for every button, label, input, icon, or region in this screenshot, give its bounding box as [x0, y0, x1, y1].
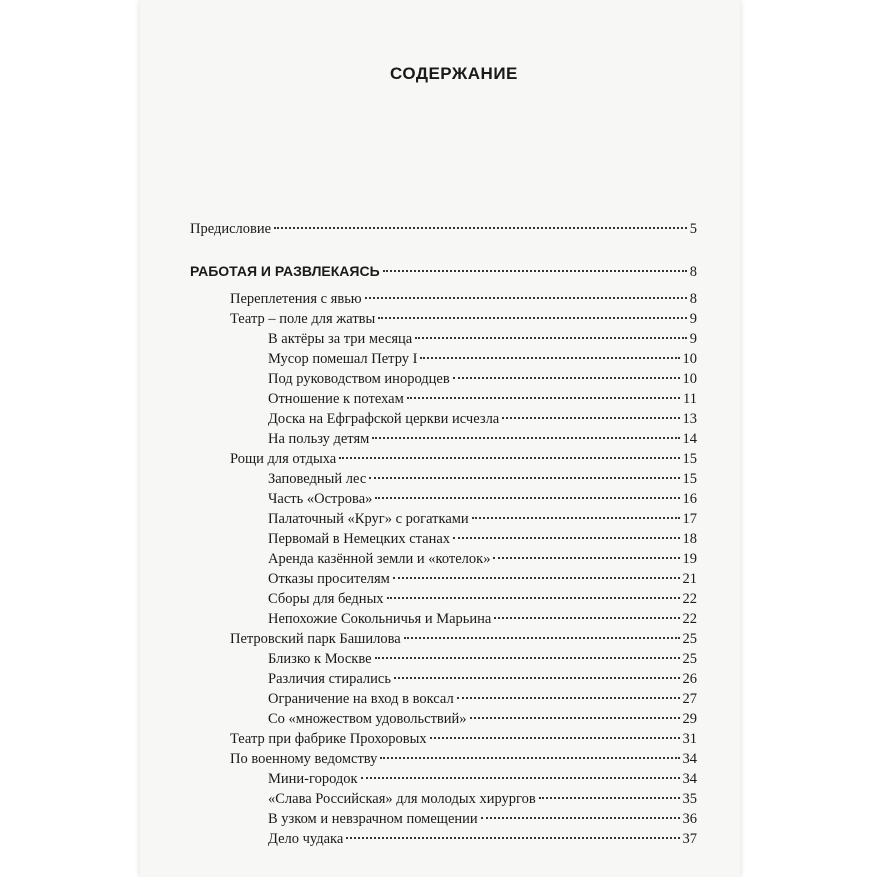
toc-entry-page: 13: [682, 411, 697, 427]
dot-leader: [394, 677, 680, 679]
toc-entry: [268, 610, 697, 628]
toc-entry: [268, 830, 697, 848]
dot-leader: [339, 457, 679, 459]
toc-entry-page: 5: [689, 221, 697, 237]
toc-entry-label: Различия стирались: [268, 671, 391, 687]
toc-entry-label: Первомай в Немецких станах: [268, 531, 451, 547]
toc-entry: [230, 310, 697, 328]
toc-entry-label: Со «множеством удовольствий»: [268, 711, 467, 727]
toc-entry-label: Рощи для отдыха: [230, 451, 337, 467]
toc-entry: [268, 350, 697, 368]
toc-entry-label: Заповедный лес: [268, 471, 367, 487]
toc-entry-page: 15: [682, 471, 697, 487]
toc-entry-page: 11: [683, 391, 697, 407]
toc-entry-page: 17: [682, 511, 697, 527]
dot-leader: [502, 417, 679, 419]
toc-entry-label: В актёры за три месяца: [268, 331, 413, 347]
dot-leader: [457, 697, 680, 699]
dot-leader: [493, 557, 679, 559]
toc-entry-page: 16: [682, 491, 697, 507]
dot-leader: [539, 797, 680, 799]
toc-entry-label: Театр – поле для жатвы: [230, 311, 376, 327]
dot-leader: [346, 837, 679, 839]
toc-entry: [268, 710, 697, 728]
toc-entry-label: Предисловие: [190, 221, 272, 237]
toc-entry-page: 19: [682, 551, 697, 567]
toc-section-heading: [190, 262, 697, 280]
dot-leader: [375, 497, 679, 499]
dot-leader: [378, 317, 686, 319]
dot-leader: [383, 270, 687, 272]
toc-entry: [190, 220, 697, 238]
toc-entry-page: 9: [689, 331, 697, 347]
toc-entry-label: Мусор помешал Петру I: [268, 351, 418, 367]
toc-entry-label: Переплетения с явью: [230, 291, 362, 307]
dot-leader: [472, 517, 680, 519]
toc-entry-page: 36: [682, 811, 697, 827]
toc-entry: [230, 730, 697, 748]
dot-leader: [361, 777, 680, 779]
toc-entry: [268, 470, 697, 488]
toc-entry-page: 22: [682, 591, 697, 607]
toc-entry: [268, 590, 697, 608]
toc-entry: [268, 670, 697, 688]
toc-entry-page: 34: [682, 771, 697, 787]
dot-leader: [387, 597, 680, 599]
toc-entry-page: 27: [682, 691, 697, 707]
toc-entry-label: Непохожие Сокольничья и Марьина: [268, 611, 492, 627]
toc-entry: [268, 690, 697, 708]
toc-entry-label: Мини-городок: [268, 771, 358, 787]
toc-entry: [230, 750, 697, 768]
toc-entry-page: 14: [682, 431, 697, 447]
toc-entry-page: 25: [682, 651, 697, 667]
toc-entry-label: Отказы просителям: [268, 571, 390, 587]
dot-leader: [430, 737, 680, 739]
toc-entry-label: Близко к Москве: [268, 651, 372, 667]
dot-leader: [372, 437, 679, 439]
toc-entry-label: На пользу детям: [268, 431, 370, 447]
toc-entry-page: 10: [682, 371, 697, 387]
toc-entry-page: 21: [682, 571, 697, 587]
toc-entry-label: В узком и невзрачном помещении: [268, 811, 478, 827]
toc-entry-label: Аренда казённой земли и «котелок»: [268, 551, 491, 567]
dot-leader: [420, 357, 679, 359]
toc-entry: [268, 370, 697, 388]
toc-entry: [268, 550, 697, 568]
toc-entry: [230, 290, 697, 308]
dot-leader: [375, 657, 680, 659]
toc-entry-page: 10: [682, 351, 697, 367]
toc-entry-label: Доска на Ефграфской церкви исчезла: [268, 411, 500, 427]
toc-entry: [268, 530, 697, 548]
toc-entry-label: Театр при фабрике Прохоровых: [230, 731, 427, 747]
toc-entry-page: 31: [682, 731, 697, 747]
toc-entry: [268, 770, 697, 788]
dot-leader: [453, 377, 680, 379]
dot-leader: [470, 717, 680, 719]
toc-entry: [268, 490, 697, 508]
page-title: СОДЕРЖАНИЕ: [390, 64, 518, 83]
toc-entry-page: 29: [682, 711, 697, 727]
toc-entry-label: Палаточный «Круг» с рогатками: [268, 511, 469, 527]
toc-entry-label: Петровский парк Башилова: [230, 631, 401, 647]
toc-entry: [268, 650, 697, 668]
toc-entry-label: Отношение к потехам: [268, 391, 404, 407]
toc-entry-page: 26: [682, 671, 697, 687]
dot-leader: [274, 227, 687, 229]
dot-leader: [404, 637, 680, 639]
toc-entry: [268, 790, 697, 808]
toc-entry-page: 25: [682, 631, 697, 647]
toc-entry-label: «Слава Российская» для молодых хирургов: [268, 791, 536, 807]
dot-leader: [494, 617, 679, 619]
dot-leader: [393, 577, 680, 579]
toc-entry: [268, 410, 697, 428]
toc-entry-label: Часть «Острова»: [268, 491, 373, 507]
toc-entry-label: РАБОТАЯ И РАЗВЛЕКАЯСЬ: [190, 263, 380, 279]
toc-entry-page: 34: [682, 751, 697, 767]
toc-entry: [268, 390, 697, 408]
toc-entry-label: Ограничение на вход в воксал: [268, 691, 454, 707]
toc-entry: [268, 810, 697, 828]
toc-entry-label: Сборы для бедных: [268, 591, 384, 607]
dot-leader: [380, 757, 679, 759]
dot-leader: [407, 397, 680, 399]
toc-entry-page: 35: [682, 791, 697, 807]
dot-leader: [481, 817, 680, 819]
toc-entry-label: Дело чудака: [268, 831, 344, 847]
toc-entry: [268, 430, 697, 448]
dot-leader: [365, 297, 687, 299]
toc-entry-page: 18: [682, 531, 697, 547]
dot-leader: [369, 477, 679, 479]
toc-entry-page: 37: [682, 831, 697, 847]
toc-entry-page: 8: [689, 291, 697, 307]
dot-leader: [415, 337, 687, 339]
toc-entry: [230, 630, 697, 648]
dot-leader: [453, 537, 679, 539]
toc-entry-label: По военному ведомству: [230, 751, 378, 767]
toc-entry-page: 9: [689, 311, 697, 327]
toc-entry-page: 22: [682, 611, 697, 627]
toc-entry: [268, 510, 697, 528]
toc-entry-page: 8: [689, 264, 697, 280]
toc-entry-page: 15: [682, 451, 697, 467]
toc-entry: [230, 450, 697, 468]
toc-entry: [268, 330, 697, 348]
toc-entry: [268, 570, 697, 588]
toc-entry-label: Под руководством инородцев: [268, 371, 450, 387]
